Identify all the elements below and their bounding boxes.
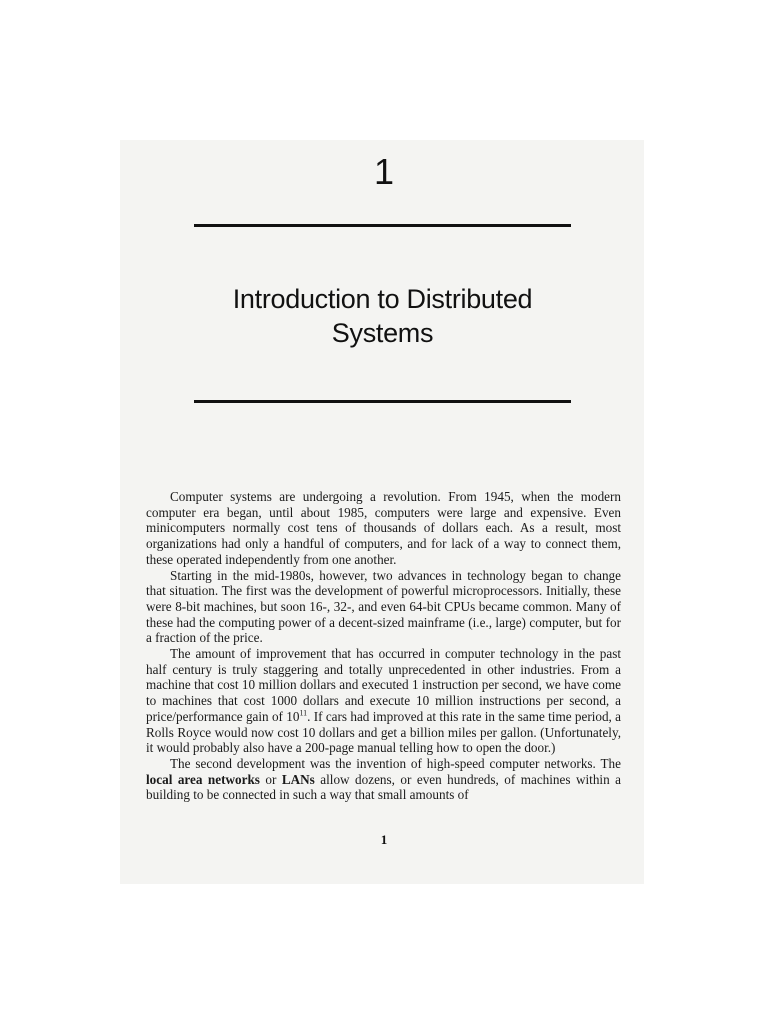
exponent: 11 <box>299 708 308 718</box>
paragraph-4-text-b: allow dozens, or even hundreds, of machines within a building to be connected in such a way that small amounts of <box>146 771 621 803</box>
chapter-title-line-1: Introduction to Distributed <box>232 284 533 314</box>
paragraph-3-text-b: . If cars had improved at this rate in the same time period, a Rolls Royce would now cost 10 dollars and get a billion miles per gallon. (Unfortunately, it would probably also have a 200-page manual telling how to open the door.) <box>146 708 622 756</box>
term-lans: LANs <box>281 771 315 787</box>
paragraph-3-text-a: The amount of improvement that has occurred in computer technology in the past half century is truly staggering and totally unprecedented in other industries. From a machine that cost 10 million dollars and executed 1 instruction per second, we have come to machines that cost 1000 dollars and execute 10 million instructions per second, a price/performance gain of 10 <box>146 646 621 724</box>
paragraph-2: Starting in the mid-1980s, however, two advances in technology began to change that situation. The first was the development of powerful microprocessors. Initially, these were 8-bit machines, but soon 16-, 32-, and even 64-bit CPUs became common. Many of these had the computing power of a decent-sized mainframe (i.e., large) computer, but for a fraction of the price. <box>146 567 621 646</box>
paragraph-1: Computer systems are undergoing a revolution. From 1945, when the modern computer era began, until about 1985, computers were large and expensive. Even minicomputers normally cost tens of thousands of dollars each. As a result, most organizations had only a handful of computers, and for lack of a way to connect them, these operated independently from one another. <box>146 489 621 567</box>
chapter-title <box>194 282 571 350</box>
paragraph-3 <box>146 646 621 756</box>
chapter-title-line-2: Systems <box>331 318 434 348</box>
term-local-area-networks: local area networks <box>146 771 260 787</box>
paragraph-4 <box>146 756 621 803</box>
paragraph-4-text-mid: or <box>259 771 282 787</box>
bottom-rule <box>194 400 571 403</box>
paragraph-4-text-a: The second development was the invention of high-speed computer networks. The <box>170 755 621 771</box>
body-text <box>146 489 621 803</box>
page-number: 1 <box>380 832 388 847</box>
chapter-number: 1 <box>373 151 395 192</box>
top-rule <box>194 224 571 227</box>
